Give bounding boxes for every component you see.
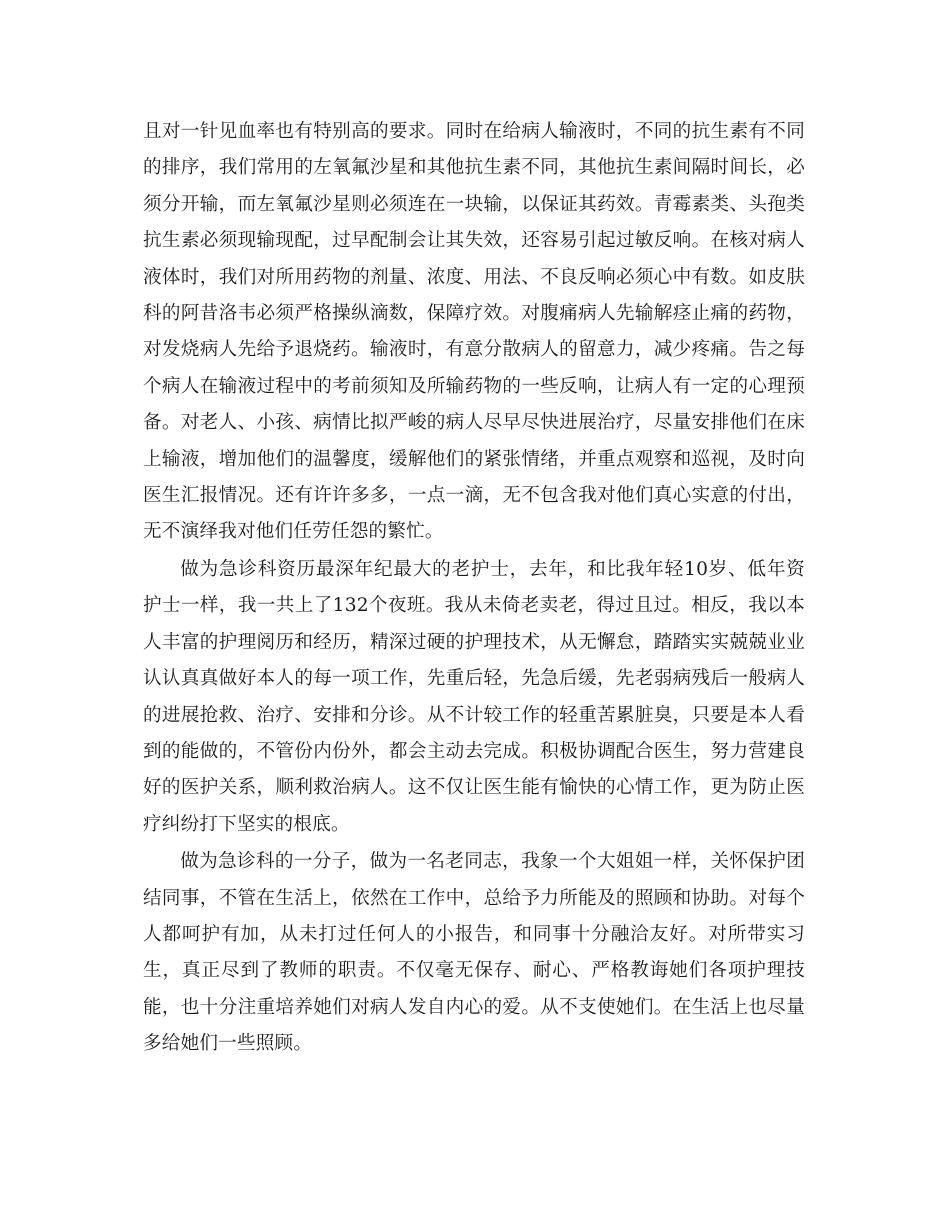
paragraph-continued: 且对一针见血率也有特别高的要求。同时在给病人输液时，不同的抗生素有不同的排序，我们常用的左氧氟沙星和其他抗生素不同，其他抗生素间隔时间长，必须分开输，而左氧氟沙星则必须连在一块输，以保证其药效。青霉素类、头孢类抗生素必须现输现配，过早配制会让其失效，还容易引起过敏反响。在核对病人液体时，我们对所用药物的剂量、浓度、用法、不良反响必须心中有数。如皮肤科的阿昔洛韦必须严格操纵滴数，保障疗效。对腹痛病人先输解痉止痛的药物，对发烧病人先给予退烧药。输液时，有意分散病人的留意力，减少疼痛。告之每个病人在输液过程中的考前须知及所输药物的一些反响，让病人有一定的心理预备。对老人、小孩、病情比拟严峻的病人尽早尽快进展治疗，尽量安排他们在床上输液，增加他们的温馨度，缓解他们的紧张情绪，并重点观察和巡视，及时向医生汇报情况。还有许许多多，一点一滴，无不包含我对他们真心实意的付出，无不演绎我对他们任劳任怨的繁忙。 (143, 121, 805, 543)
paragraph-team-member: 做为急诊科的一分子，做为一名老同志，我象一个大姐姐一样，关怀保护团结同事，不管在生活上，依然在工作中，总给予力所能及的照顾和协助。对每个人都呵护有加，从未打过任何人的小报告，和同事十分融洽友好。对所带实习生，真正尽到了教师的职责。不仅毫无保存、耐心、严格教诲她们各项护理技能，也十分注重培养她们对病人发自内心的爱。从不支使她们。在生活上也尽量多给她们一些照顾。 (143, 851, 805, 1055)
paragraph-senior-nurse: 做为急诊科资历最深年纪最大的老护士，去年，和比我年轻10岁、低年资护士一样，我一共上了132个夜班。我从未倚老卖老，得过且过。相反，我以本人丰富的护理阅历和经历，精深过硬的护理技术，从无懈怠，踏踏实实兢兢业业认认真真做好本人的每一项工作，先重后轻，先急后缓，先老弱病残后一般病人的进展抢救、治疗、安排和分诊。从不计较工作的轻重苦累脏臭，只要是本人看到的能做的，不管份内份外，都会主动去完成。积极协调配合医生，努力营建良好的医护关系，顺利救治病人。这不仅让医生能有愉快的心情工作，更为防止医疗纠纷打下坚实的根底。 (143, 558, 805, 835)
document-body (143, 114, 805, 1063)
